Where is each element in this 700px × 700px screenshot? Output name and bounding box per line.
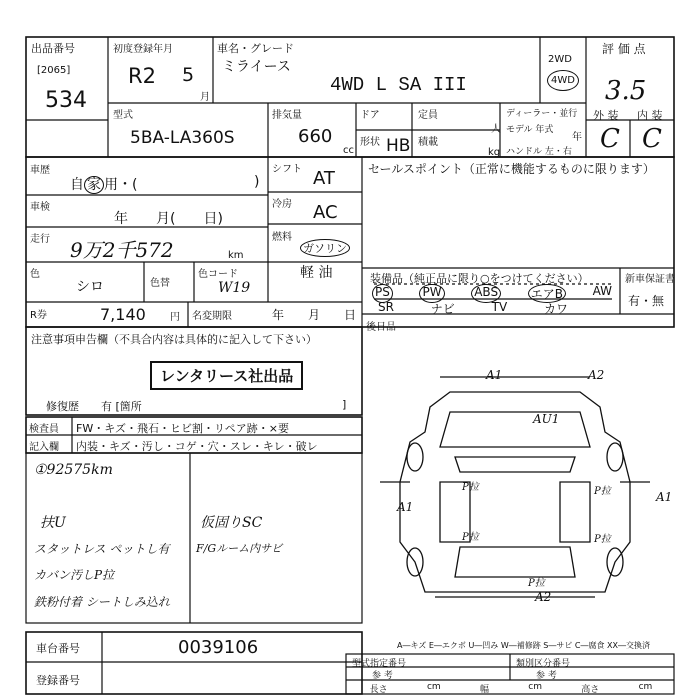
- reg-label: 登録番号: [36, 674, 80, 687]
- dim-width-unit: cm: [528, 682, 542, 692]
- history-label: 車歴: [30, 165, 50, 176]
- diag-p-left-rear: P拉: [462, 532, 479, 543]
- sales-label: セールスポイント（正常に機能するものに限ります）: [368, 162, 655, 176]
- recycle-unit: 円: [170, 312, 180, 323]
- shift-label: シフト: [272, 164, 302, 175]
- diag-p-rear: P拉: [528, 578, 545, 589]
- ext-grade: C: [600, 124, 620, 154]
- repair-history: 修復歴 有 [箇所: [46, 400, 142, 413]
- note-right-1: 仮固りSC: [200, 515, 263, 531]
- lot-sub: [2065]: [37, 65, 71, 76]
- diag-a1-left: A1: [397, 500, 414, 514]
- model-label: 型式: [113, 110, 133, 121]
- drive-2wd: 2WD: [548, 54, 572, 65]
- equip-ps: PS: [372, 284, 393, 303]
- equip-leather: カワ: [543, 302, 568, 316]
- inspector-row1: FW・キズ・飛石・ヒビ割・リペア跡・×要: [76, 422, 289, 435]
- equip-navi: ナビ: [430, 302, 455, 316]
- dim-length-unit: cm: [426, 682, 441, 692]
- dim-height-label: 高さ: [581, 685, 600, 695]
- equip-pw: PW: [419, 284, 444, 303]
- mileage-unit: km: [228, 250, 244, 261]
- equip-airbag: エアB: [528, 284, 566, 303]
- diag-a2-top: A2: [588, 368, 605, 382]
- cap-label: 定員: [418, 110, 438, 121]
- dealer-import: ディーラー・並行: [506, 109, 578, 119]
- mileage-value: 9万2千572: [70, 238, 174, 262]
- score-value: 3.5: [605, 76, 647, 106]
- history-close: ): [254, 174, 260, 190]
- repair-close: ]: [342, 398, 347, 411]
- first-reg-month: 5: [182, 64, 195, 86]
- note-right-2: F/Gルーム内サビ: [196, 542, 283, 555]
- equip-tv: TV: [491, 300, 508, 314]
- int-label: 内 装: [637, 109, 663, 122]
- diag-p-left: P拉: [462, 482, 479, 493]
- recycle-label: R券: [30, 310, 47, 321]
- class-label: 類別区分番号: [516, 659, 571, 669]
- first-reg-label: 初度登録年月: [113, 44, 173, 55]
- car-grade: 4WD L SA III: [330, 74, 467, 96]
- history-value: [70, 174, 137, 194]
- year-unit: 年: [572, 132, 582, 143]
- ref-label-1: 参 考: [372, 671, 393, 681]
- model-year: モデル 年式: [506, 125, 554, 135]
- color-code: W19: [218, 280, 251, 296]
- int-grade: C: [642, 124, 662, 154]
- dims-row: [350, 682, 672, 695]
- color-value: シロ: [76, 279, 104, 295]
- diag-a1-right: A1: [656, 490, 673, 504]
- lot-label: 出品番号: [31, 42, 75, 55]
- score-label: 評 価 点: [602, 42, 646, 56]
- diag-au1: AU1: [533, 412, 560, 426]
- equip-sr: SR: [378, 300, 394, 314]
- note-4: カバン汚しP拉: [34, 568, 115, 582]
- diag-a2-rear: A2: [535, 590, 552, 604]
- history-circled: 家: [84, 176, 104, 194]
- recall-value: 年 月 日: [272, 308, 357, 322]
- disp-unit: cc: [343, 145, 354, 156]
- ext-label: 外 装: [593, 109, 619, 122]
- diag-p-right-rear: P拉: [594, 534, 611, 545]
- mileage-label: 走行: [30, 234, 50, 245]
- equip-label: 装備品（純正品に限り○をつけてください）: [370, 272, 589, 285]
- history-prefix: 自: [70, 177, 84, 193]
- load-unit: kg: [488, 147, 501, 158]
- type-spec-label: 型式指定番号: [352, 659, 407, 669]
- diag-a1-top: A1: [486, 368, 503, 382]
- diag-p-right: P拉: [594, 486, 611, 497]
- inspector-label1: 検査員: [29, 424, 59, 435]
- first-reg-era: R2: [128, 64, 156, 88]
- dim-width-label: 幅: [479, 685, 489, 695]
- chassis-value: 0039106: [178, 637, 259, 658]
- dim-length-label: 長さ: [369, 685, 388, 695]
- note-3: スタットレス ペットし有: [34, 542, 170, 556]
- inspection-value: 年 月( 日): [114, 211, 223, 227]
- equip-aw: AW: [592, 284, 612, 298]
- handle-side: ハンドル 左・右: [506, 147, 572, 157]
- ac-value: AC: [313, 202, 338, 223]
- disp-value: 660: [298, 126, 333, 147]
- shape-label: 形状: [360, 137, 380, 148]
- car-name: ミライース: [222, 59, 291, 75]
- fuel-label: 燃料: [272, 232, 292, 243]
- inspector-label2: 記入欄: [29, 442, 59, 453]
- note-1: ①92575km: [34, 462, 113, 478]
- color-label: 色: [30, 269, 40, 280]
- cap-unit: 人: [491, 124, 501, 135]
- inspector-row2: 内装・キズ・汚し・コゲ・穴・スレ・キレ・破レ: [76, 440, 318, 453]
- note-5: 鉄粉付着 シートしみ込れ: [34, 595, 170, 609]
- shift-value: AT: [313, 168, 335, 189]
- color-code-label: 色コード: [198, 269, 238, 280]
- shape-value: HB: [386, 136, 411, 156]
- disp-label: 排気量: [272, 110, 302, 121]
- first-reg-month-unit: 月: [200, 92, 210, 103]
- dim-height-unit: cm: [638, 682, 653, 692]
- inspection-label: 車検: [30, 202, 50, 213]
- drive-4wd: 4WD: [547, 70, 579, 91]
- history-rest: 用・(: [104, 177, 138, 193]
- lot-number: 534: [45, 88, 87, 113]
- notice-label: 注意事項申告欄（不具合内容は具体的に記入して下さい）: [31, 333, 317, 346]
- ref-label-2: 参 考: [536, 671, 557, 681]
- model-value: 5BA-LA360S: [130, 128, 235, 148]
- chassis-label: 車台番号: [36, 642, 80, 655]
- fuel-gas: ガソリン: [300, 239, 350, 257]
- fuel-diesel: 軽 油: [300, 265, 333, 281]
- rental-stamp: レンタリース社出品: [150, 361, 303, 390]
- equip-abs: ABS: [471, 284, 501, 303]
- warranty-value: 有・無: [628, 294, 665, 308]
- equip-row2: [378, 300, 568, 317]
- ac-label: 冷房: [272, 199, 292, 210]
- rear-label: 後日品: [366, 322, 396, 333]
- color-change-label: 色替: [150, 278, 170, 289]
- load-label: 積載: [418, 137, 438, 148]
- warranty-label: 新車保証書: [625, 274, 675, 285]
- door-label: ドア: [360, 110, 380, 121]
- recall-label: 名変期限: [192, 311, 232, 322]
- recycle-value: 7,140: [100, 305, 146, 324]
- car-label: 車名・グレード: [217, 42, 294, 55]
- note-2: 扶U: [40, 515, 66, 531]
- damage-legend: A―キズ E―エクボ U―凹み W―補修跡 S―サビ C―腐食 XX―交換済: [397, 641, 651, 650]
